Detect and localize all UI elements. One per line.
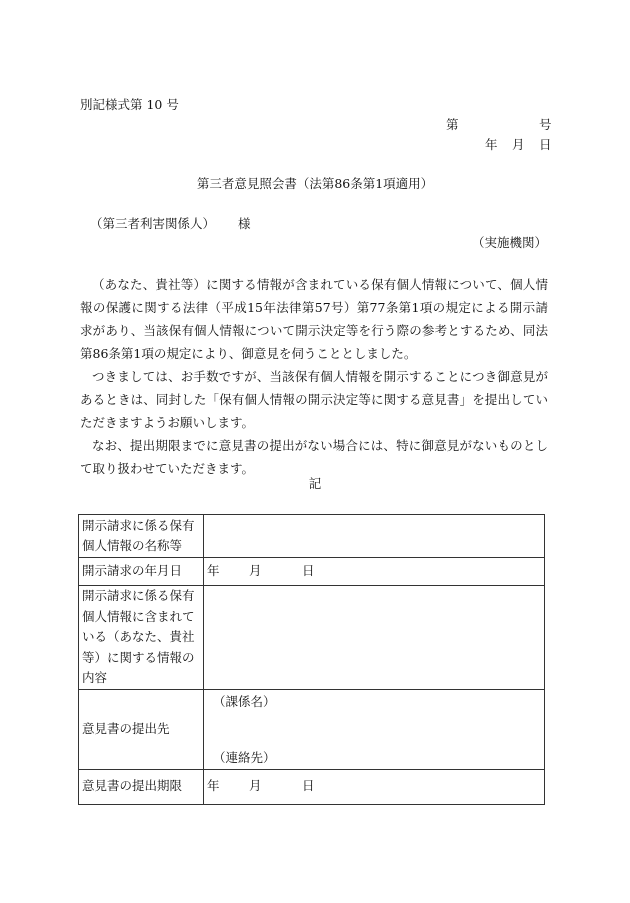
form-number: 別記様式第 10 号 — [80, 97, 179, 112]
body-text — [80, 273, 548, 480]
row-label-information-content: 開示請求に係る保有個人情報に含まれている（あなた、貴社等）に関する情報の内容 — [79, 586, 204, 690]
row-label-information-name: 開示請求に係る保有個人情報の名称等 — [79, 515, 204, 558]
deadline-day: 日 — [302, 778, 315, 794]
information-table — [78, 514, 545, 805]
date-day: 日 — [539, 137, 552, 152]
body-paragraph-2: つきましては、お手数ですが、当該保有個人情報を開示することにつき御意見があるときは、同封した「保有個人情報の開示決定等に関する意見書」を提出していただきますようお願いします。 — [80, 369, 548, 430]
table-row — [79, 586, 545, 690]
deadline-year: 年 — [207, 778, 220, 794]
request-date-day: 日 — [302, 563, 315, 579]
document-number-suffix: 号 — [539, 117, 552, 132]
row-value-submission-destination — [204, 689, 545, 769]
ki-heading: 記 — [308, 476, 322, 491]
document-title: 第三者意見照会書（法第86条第1項適用） — [196, 176, 434, 191]
request-date-year: 年 — [207, 563, 220, 579]
table-row — [79, 689, 545, 769]
sender-organization: （実施機関） — [471, 235, 547, 250]
table-row — [79, 558, 545, 586]
document-number-prefix: 第 — [446, 117, 459, 132]
row-value-submission-deadline — [204, 769, 545, 804]
section-name-label: （課係名） — [213, 693, 276, 709]
body-paragraph-3: なお、提出期限までに意見書の提出がない場合には、特に御意見がないものとして取り扱わせていただきます。 — [80, 438, 548, 476]
table-row — [79, 769, 545, 804]
body-paragraph-1: （あなた、貴社等）に関する情報が含まれている保有個人情報について、個人情報の保護に関する法律（平成15年法律第57号）第77条第1項の規定による開示請求があり、当該保有個人情報について開示決定等を行う際の参考とするため、同法第86条第1項の規定により、御意見を伺うこととしました。 — [80, 277, 548, 361]
table-row — [79, 515, 545, 558]
row-label-request-date: 開示請求の年月日 — [79, 558, 204, 586]
addressee-name: （第三者利害関係人） — [90, 216, 216, 231]
row-value-request-date — [204, 558, 545, 586]
row-value-information-content — [204, 586, 545, 690]
row-value-information-name — [204, 515, 545, 558]
row-label-submission-deadline: 意見書の提出期限 — [79, 769, 204, 804]
addressee-honorific: 様 — [238, 216, 251, 231]
date-month: 月 — [512, 137, 525, 152]
request-date-month: 月 — [249, 563, 262, 579]
contact-label: （連絡先） — [213, 749, 276, 765]
deadline-month: 月 — [249, 778, 262, 794]
row-label-submission-destination: 意見書の提出先 — [79, 689, 204, 769]
date-year: 年 — [485, 137, 498, 152]
